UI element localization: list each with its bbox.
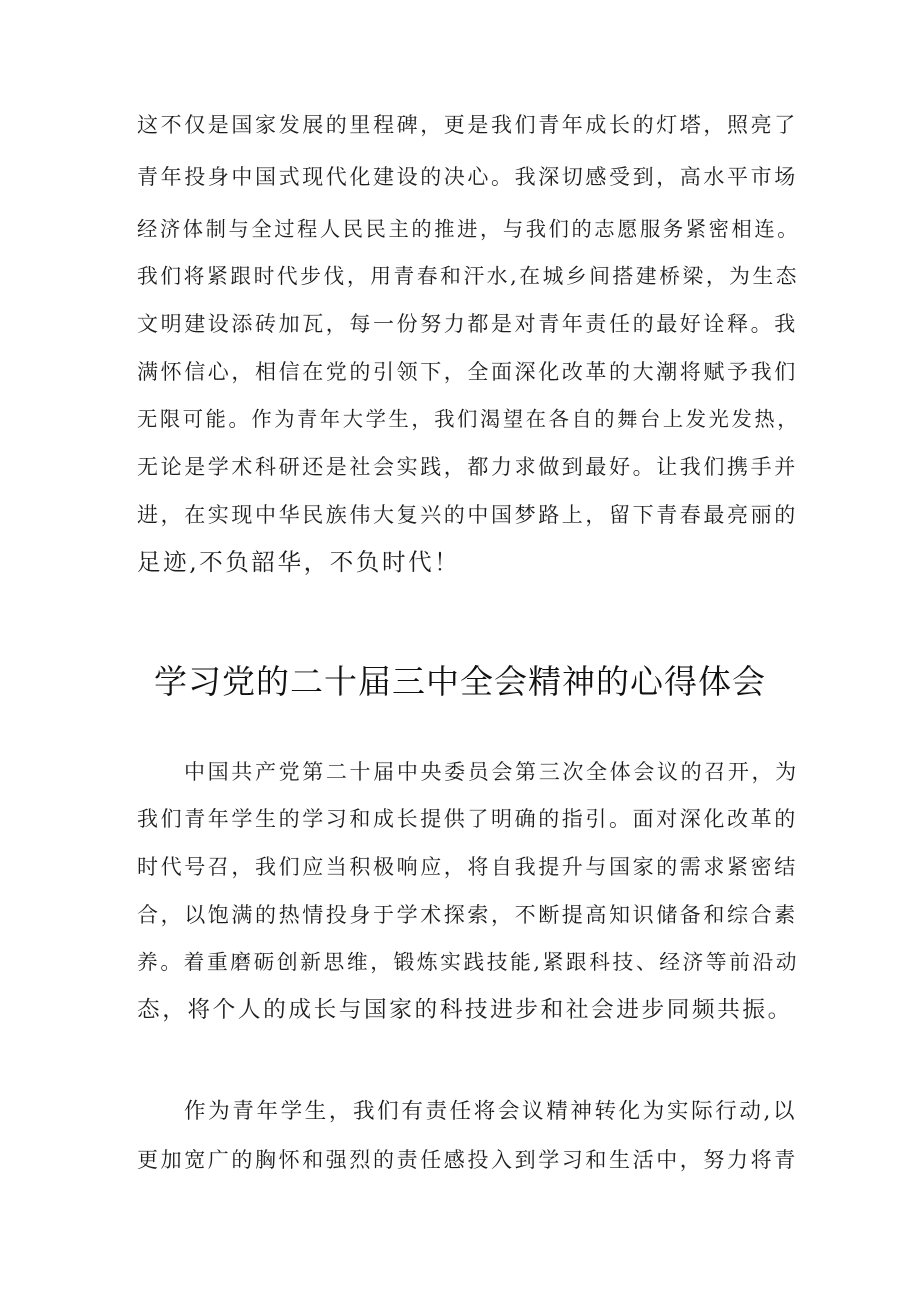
- page-title: 学习党的二十届三中全会精神的心得体会: [154, 662, 766, 701]
- text-line: 时代号召，我们应当积极响应，将自我提升与国家的需求紧密结: [137, 854, 798, 879]
- text-line: 我们青年学生的学习和成长提供了明确的指引。面对深化改革的: [137, 806, 798, 831]
- text-line: 经济体制与全过程人民民主的推进，与我们的志愿服务紧密相连。: [137, 217, 801, 241]
- text-line: 养。着重磨砺创新思维，锻炼实践技能,紧跟科技、经济等前沿动: [137, 950, 800, 974]
- text-line: 文明建设添砖加瓦，每一份努力都是对青年责任的最好诠释。我: [137, 311, 798, 336]
- text-line: 进，在实现中华民族伟大复兴的中国梦路上，留下青春最亮丽的: [137, 502, 798, 527]
- text-line: 满怀信心，相信在党的引领下，全面深化改革的大潮将赋予我们: [137, 359, 798, 384]
- text-line: 中国共产党第二十届中央委员会第三次全体会议的召开，为: [184, 759, 799, 784]
- text-line: 作为青年学生，我们有责任将会议精神转化为实际行动,以: [184, 1099, 798, 1124]
- text-line: 足迹,不负韶华，不负时代！: [137, 548, 461, 576]
- text-line: 无论是学术科研还是社会实践，都力求做到最好。让我们携手并: [137, 454, 798, 479]
- text-line: 我们将紧跟时代步伐，用青春和汗水,在城乡间搭建桥梁，为生态: [137, 264, 800, 288]
- text-line: 青年投身中国式现代化建设的决心。我深切感受到，高水平市场: [137, 164, 798, 189]
- text-line: 这不仅是国家发展的里程碑，更是我们青年成长的灯塔，照亮了: [137, 112, 798, 137]
- text-line: 合，以饱满的热情投身于学术探索，不断提高知识储备和综合素: [137, 902, 798, 927]
- text-line: 更加宽广的胸怀和强烈的责任感投入到学习和生活中，努力将青: [137, 1147, 798, 1172]
- text-line: 态，将个人的成长与国家的科技进步和社会进步同频共振。: [137, 997, 793, 1023]
- text-line: 无限可能。作为青年大学生，我们渴望在各自的舞台上发光发热，: [137, 407, 801, 431]
